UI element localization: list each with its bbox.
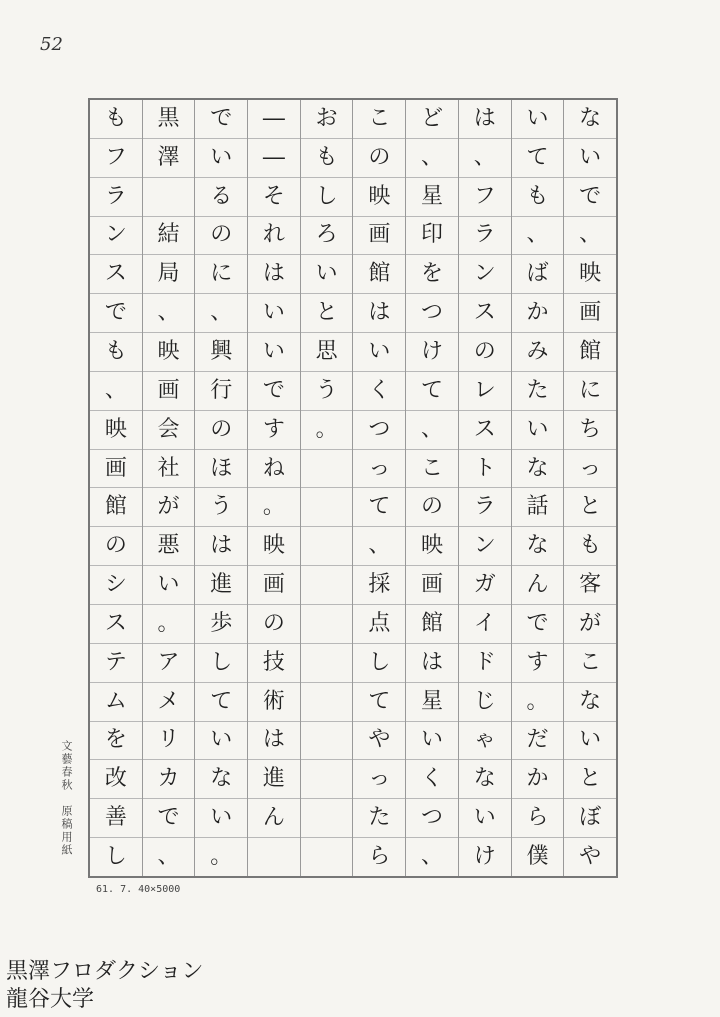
manuscript-cell: ン	[459, 255, 511, 294]
manuscript-cell: い	[353, 333, 405, 372]
manuscript-cell: お	[301, 100, 353, 139]
manuscript-cell: ス	[90, 255, 142, 294]
manuscript-cell: も	[90, 100, 142, 139]
manuscript-cell: 、	[512, 217, 564, 256]
manuscript-cell: ど	[406, 100, 458, 139]
manuscript-cell: ス	[459, 294, 511, 333]
manuscript-cell: 術	[248, 683, 300, 722]
manuscript-cell: 。	[248, 488, 300, 527]
paper-label: 文藝春秋 原稿用紙	[60, 740, 73, 857]
manuscript-cell: て	[195, 683, 247, 722]
manuscript-cell: つ	[406, 294, 458, 333]
manuscript-cell	[301, 799, 353, 838]
manuscript-cell: 、	[90, 372, 142, 411]
manuscript-cell: 黒	[143, 100, 195, 139]
manuscript-cell: な	[512, 450, 564, 489]
manuscript-cell: ラ	[90, 178, 142, 217]
manuscript-column	[563, 100, 616, 876]
manuscript-cell: し	[301, 178, 353, 217]
manuscript-cell: は	[353, 294, 405, 333]
manuscript-column	[511, 100, 564, 876]
manuscript-cell: 館	[353, 255, 405, 294]
manuscript-cell: も	[564, 527, 616, 566]
manuscript-cell: ―	[248, 100, 300, 139]
manuscript-cell: ラ	[459, 217, 511, 256]
manuscript-cell: 星	[406, 178, 458, 217]
manuscript-cell: つ	[406, 799, 458, 838]
manuscript-cell: 映	[143, 333, 195, 372]
manuscript-cell: レ	[459, 372, 511, 411]
manuscript-cell: し	[353, 644, 405, 683]
manuscript-cell: ら	[368, 843, 391, 869]
manuscript-cell: の	[195, 217, 247, 256]
manuscript-column	[247, 100, 300, 876]
manuscript-cell: 採	[353, 566, 405, 605]
manuscript-cell: 、	[406, 139, 458, 178]
manuscript-cell: も	[90, 333, 142, 372]
manuscript-cell: い	[195, 722, 247, 761]
form-code: 61. 7. 40×5000	[96, 884, 181, 895]
manuscript-cell: い	[301, 255, 353, 294]
manuscript-cell: を	[406, 255, 458, 294]
manuscript-cell: く	[353, 372, 405, 411]
manuscript-cell: て	[512, 139, 564, 178]
manuscript-cell: か	[512, 294, 564, 333]
manuscript-cell: イ	[459, 605, 511, 644]
manuscript-cell	[301, 527, 353, 566]
manuscript-cell: っ	[353, 450, 405, 489]
manuscript-cell: い	[512, 100, 564, 139]
manuscript-cell: い	[143, 566, 195, 605]
manuscript-cell: る	[195, 178, 247, 217]
manuscript-cell: は	[459, 100, 511, 139]
manuscript-cell: 点	[353, 605, 405, 644]
manuscript-cell: い	[459, 799, 511, 838]
manuscript-column	[142, 100, 195, 876]
manuscript-cell: で	[143, 799, 195, 838]
manuscript-cell: し	[195, 644, 247, 683]
manuscript-cell	[248, 838, 300, 876]
manuscript-cell: ド	[459, 644, 511, 683]
manuscript-cell	[301, 605, 353, 644]
manuscript-cell: ス	[459, 411, 511, 450]
manuscript-cell: 局	[143, 255, 195, 294]
manuscript-cell: な	[564, 683, 616, 722]
manuscript-cell: れ	[248, 217, 300, 256]
manuscript-cell: こ	[353, 100, 405, 139]
manuscript-cell	[301, 722, 353, 761]
manuscript-cell: 澤	[143, 139, 195, 178]
manuscript-grid	[88, 98, 618, 878]
manuscript-cell: 画	[248, 566, 300, 605]
manuscript-cell: ム	[90, 683, 142, 722]
manuscript-cell: し	[104, 843, 127, 869]
manuscript-cell: 、	[406, 411, 458, 450]
watermark-line-1: 黒澤フロダクション	[6, 959, 204, 984]
manuscript-cell: 歩	[195, 605, 247, 644]
manuscript-cell: す	[512, 644, 564, 683]
manuscript-cell: の	[406, 488, 458, 527]
manuscript-cell: 映	[248, 527, 300, 566]
manuscript-cell: ぼ	[564, 799, 616, 838]
manuscript-cell: こ	[564, 644, 616, 683]
manuscript-cell: で	[195, 100, 247, 139]
manuscript-cell: も	[301, 139, 353, 178]
manuscript-cell: は	[248, 722, 300, 761]
manuscript-cell: で	[248, 372, 300, 411]
manuscript-cell: ん	[248, 799, 300, 838]
manuscript-cell: 映	[353, 178, 405, 217]
manuscript-column	[90, 100, 142, 876]
manuscript-cell: 画	[90, 450, 142, 489]
manuscript-cell: 興	[195, 333, 247, 372]
manuscript-cell: 社	[143, 450, 195, 489]
manuscript-cell: の	[248, 605, 300, 644]
manuscript-cell: 館	[406, 605, 458, 644]
manuscript-cell: が	[564, 605, 616, 644]
manuscript-cell: や	[353, 722, 405, 761]
manuscript-cell: い	[406, 722, 458, 761]
manuscript-column	[194, 100, 247, 876]
manuscript-cell: こ	[406, 450, 458, 489]
manuscript-cell: て	[406, 372, 458, 411]
manuscript-cell: 、	[459, 139, 511, 178]
manuscript-cell: で	[564, 178, 616, 217]
manuscript-column	[352, 100, 405, 876]
manuscript-cell: い	[195, 139, 247, 178]
manuscript-cell: だ	[512, 722, 564, 761]
manuscript-cell: ら	[512, 799, 564, 838]
manuscript-cell: カ	[143, 760, 195, 799]
manuscript-cell: ス	[90, 605, 142, 644]
watermark	[6, 958, 204, 1014]
manuscript-column	[300, 100, 353, 876]
manuscript-cell: く	[406, 760, 458, 799]
manuscript-cell	[301, 644, 353, 683]
manuscript-cell: 館	[564, 333, 616, 372]
manuscript-cell: な	[512, 527, 564, 566]
manuscript-cell: ン	[459, 527, 511, 566]
manuscript-cell: メ	[143, 683, 195, 722]
manuscript-cell: と	[564, 488, 616, 527]
manuscript-cell: 、	[157, 843, 180, 869]
manuscript-cell: の	[353, 139, 405, 178]
manuscript-cell: ト	[459, 450, 511, 489]
manuscript-cell: は	[195, 527, 247, 566]
manuscript-cell: 印	[406, 217, 458, 256]
manuscript-cell: 思	[301, 333, 353, 372]
manuscript-cell: い	[248, 333, 300, 372]
manuscript-cell: ―	[248, 139, 300, 178]
manuscript-cell: 、	[564, 217, 616, 256]
manuscript-column	[458, 100, 511, 876]
manuscript-cell: は	[248, 255, 300, 294]
manuscript-cell: み	[512, 333, 564, 372]
manuscript-cell: 映	[90, 411, 142, 450]
manuscript-cell: な	[564, 100, 616, 139]
manuscript-cell: 。	[143, 605, 195, 644]
manuscript-cell: と	[564, 760, 616, 799]
manuscript-cell	[143, 178, 195, 217]
manuscript-cell: う	[195, 488, 247, 527]
manuscript-cell: が	[143, 488, 195, 527]
manuscript-cell: か	[512, 760, 564, 799]
manuscript-cell: ガ	[459, 566, 511, 605]
manuscript-cell: は	[406, 644, 458, 683]
manuscript-cell: 。	[301, 411, 353, 450]
manuscript-cell: 、	[195, 294, 247, 333]
manuscript-cell: い	[195, 799, 247, 838]
manuscript-cell: ラ	[459, 488, 511, 527]
manuscript-cell	[301, 488, 353, 527]
manuscript-cell	[301, 838, 353, 876]
manuscript-cell	[301, 450, 353, 489]
manuscript-cell: 僕	[526, 843, 549, 869]
manuscript-cell: フ	[90, 139, 142, 178]
manuscript-cell: ゃ	[459, 722, 511, 761]
manuscript-cell: も	[512, 178, 564, 217]
manuscript-cell: ン	[90, 217, 142, 256]
manuscript-cell: 画	[564, 294, 616, 333]
manuscript-cell: け	[473, 843, 496, 869]
manuscript-cell: 技	[248, 644, 300, 683]
page-number: 52	[40, 34, 63, 55]
manuscript-cell: 、	[143, 294, 195, 333]
manuscript-cell: で	[90, 294, 142, 333]
manuscript-cell: 画	[143, 372, 195, 411]
manuscript-cell: 、	[353, 527, 405, 566]
manuscript-cell: 、	[421, 843, 444, 869]
manuscript-cell: に	[195, 255, 247, 294]
manuscript-cell: て	[353, 683, 405, 722]
manuscript-cell: ろ	[301, 217, 353, 256]
manuscript-cell: フ	[459, 178, 511, 217]
manuscript-cell: う	[301, 372, 353, 411]
manuscript-cell: っ	[564, 450, 616, 489]
manuscript-cell: に	[564, 372, 616, 411]
manuscript-cell: い	[248, 294, 300, 333]
manuscript-cell: な	[195, 760, 247, 799]
manuscript-cell: 悪	[143, 527, 195, 566]
manuscript-cell: い	[564, 722, 616, 761]
manuscript-cell: す	[248, 411, 300, 450]
manuscript-cell: を	[90, 722, 142, 761]
manuscript-column	[405, 100, 458, 876]
manuscript-cell: の	[195, 411, 247, 450]
manuscript-cell: シ	[90, 566, 142, 605]
manuscript-cell: と	[301, 294, 353, 333]
manuscript-cell: 星	[406, 683, 458, 722]
manuscript-cell: っ	[353, 760, 405, 799]
manuscript-cell: ね	[248, 450, 300, 489]
manuscript-cell: 映	[564, 255, 616, 294]
manuscript-cell: た	[512, 372, 564, 411]
manuscript-cell: テ	[90, 644, 142, 683]
manuscript-cell: の	[459, 333, 511, 372]
manuscript-cell: 善	[90, 799, 142, 838]
manuscript-cell: ち	[564, 411, 616, 450]
manuscript-cell: ア	[143, 644, 195, 683]
manuscript-cell: 進	[195, 566, 247, 605]
manuscript-cell: の	[90, 527, 142, 566]
manuscript-cell	[301, 566, 353, 605]
manuscript-cell: た	[353, 799, 405, 838]
manuscript-cell: な	[459, 760, 511, 799]
manuscript-cell: 会	[143, 411, 195, 450]
watermark-line-2: 龍谷大学	[6, 987, 95, 1012]
manuscript-cell: リ	[143, 722, 195, 761]
manuscript-cell: 話	[512, 488, 564, 527]
manuscript-cell: て	[353, 488, 405, 527]
manuscript-cell: じ	[459, 683, 511, 722]
manuscript-cell: ん	[512, 566, 564, 605]
manuscript-cell: そ	[248, 178, 300, 217]
manuscript-cell	[301, 683, 353, 722]
manuscript-cell: 結	[143, 217, 195, 256]
manuscript-cell: 館	[90, 488, 142, 527]
manuscript-cell	[301, 760, 353, 799]
manuscript-cell: 。	[210, 843, 233, 869]
manuscript-cell: い	[564, 139, 616, 178]
manuscript-cell: 映	[406, 527, 458, 566]
manuscript-cell: 行	[195, 372, 247, 411]
manuscript-cell: ほ	[195, 450, 247, 489]
manuscript-cell: 。	[512, 683, 564, 722]
manuscript-cell: 客	[564, 566, 616, 605]
manuscript-cell: ば	[512, 255, 564, 294]
manuscript-cell: や	[579, 843, 602, 869]
manuscript-cell: け	[406, 333, 458, 372]
manuscript-cell: つ	[353, 411, 405, 450]
manuscript-cell: 画	[353, 217, 405, 256]
manuscript-cell: 改	[90, 760, 142, 799]
manuscript-cell: 画	[406, 566, 458, 605]
manuscript-cell: い	[512, 411, 564, 450]
manuscript-cell: で	[512, 605, 564, 644]
manuscript-cell: 進	[248, 760, 300, 799]
